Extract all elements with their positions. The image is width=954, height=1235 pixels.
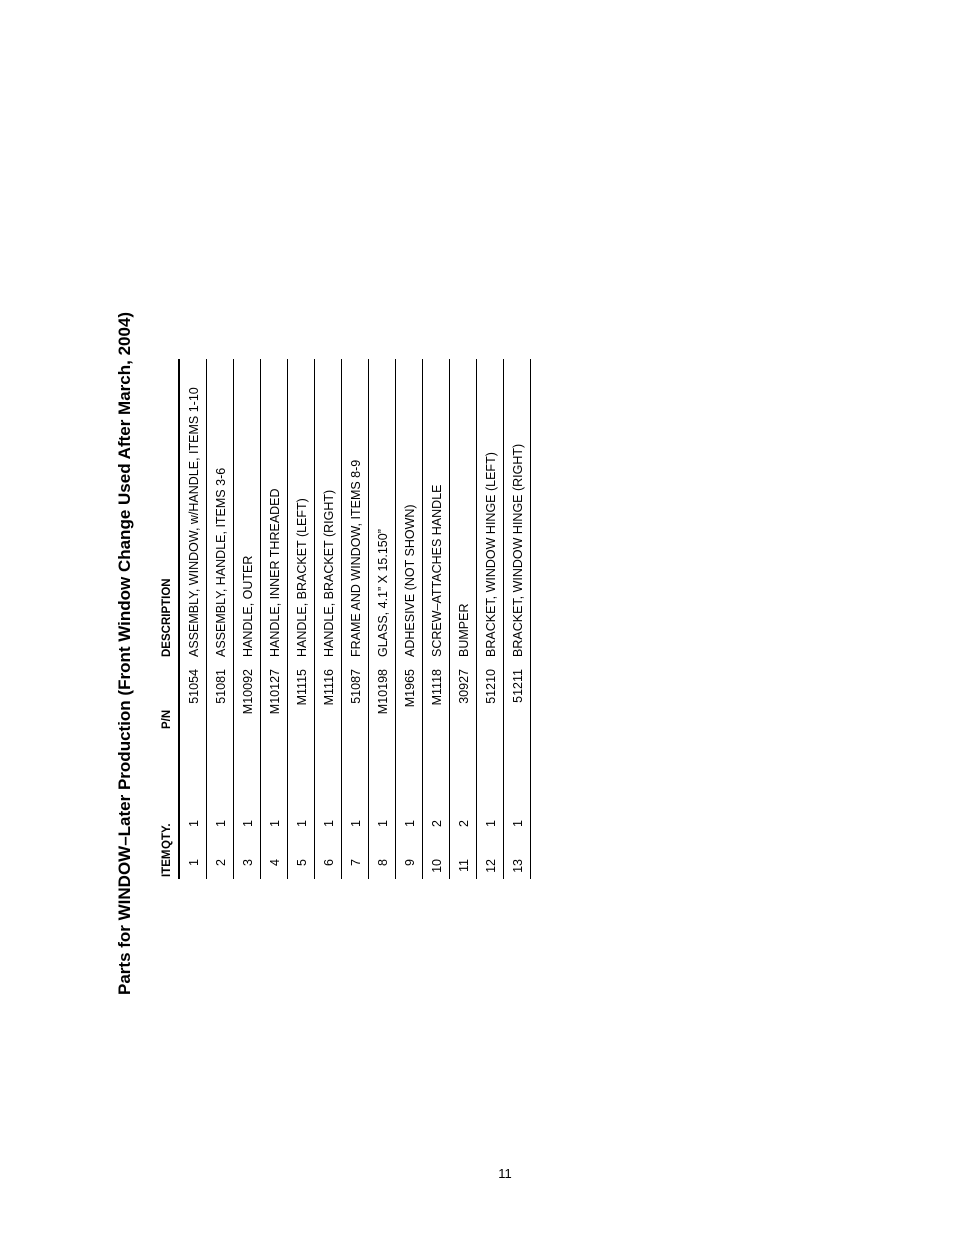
row-description: HANDLE, OUTER [241,555,255,657]
row-qty: 1 [295,820,309,827]
parts-table [150,359,531,879]
row-qty: 2 [457,820,471,827]
row-qty: 1 [322,820,336,827]
row-description: ASSEMBLY, HANDLE, ITEMS 3-6 [214,467,228,657]
row-item: 9 [403,859,417,866]
table-row [396,359,423,879]
header-item: ITEM [161,849,173,877]
row-item: 7 [349,859,363,866]
table-row [423,359,450,879]
row-pn: M10127 [268,669,282,715]
row-qty: 1 [403,820,417,827]
row-pn: M1965 [403,669,417,708]
header-qty: QTY. [161,823,173,849]
row-pn: 51087 [349,669,363,704]
row-item: 5 [295,859,309,866]
row-item: 10 [430,859,444,873]
table-row [450,359,477,879]
row-qty: 1 [349,820,363,827]
row-description: BUMPER [457,603,471,657]
row-qty: 1 [241,820,255,827]
row-description: HANDLE, INNER THREADED [268,488,282,657]
row-description: GLASS, 4.1” X 15.150” [376,529,390,657]
row-qty: 1 [376,820,390,827]
row-qty: 1 [187,820,201,827]
row-pn: 51211 [511,669,525,703]
row-description: HANDLE, BRACKET (RIGHT) [322,489,336,657]
table-row [288,359,315,879]
row-item: 6 [322,859,336,866]
row-description: HANDLE, BRACKET (LEFT) [295,498,309,657]
row-description: BRACKET, WINDOW HINGE (RIGHT) [511,443,525,657]
table-header [150,359,180,879]
row-pn: 51081 [214,669,228,704]
table-row [261,359,288,879]
table-row [180,359,207,879]
row-item: 3 [241,859,255,866]
row-pn: 51054 [187,669,201,704]
row-description: ASSEMBLY, WINDOW, w/HANDLE, ITEMS 1-10 [187,387,201,657]
table-row [477,359,504,879]
table-row [315,359,342,879]
row-pn: M1115 [295,669,309,706]
row-pn: 30927 [457,669,471,704]
page-title: Parts for WINDOW–Later Production (Front Window Change Used After March, 2004) [115,311,134,995]
row-item: 2 [214,859,228,866]
row-pn: M1118 [430,669,444,706]
table-row [504,359,531,879]
table-row [369,359,396,879]
row-item: 11 [457,859,471,872]
page-number: 11 [498,1166,512,1181]
table-row [342,359,369,879]
row-item: 8 [376,859,390,866]
header-description: DESCRIPTION [161,578,173,657]
table-row [207,359,234,879]
row-pn: M10198 [376,669,390,715]
row-description: FRAME AND WINDOW, ITEMS 8-9 [349,459,363,657]
row-pn: M10092 [241,669,255,715]
row-description: ADHESIVE (NOT SHOWN) [403,504,417,657]
row-qty: 2 [430,820,444,827]
row-item: 4 [268,859,282,866]
row-item: 12 [484,859,498,873]
row-pn: M1116 [322,669,336,706]
row-qty: 1 [511,820,525,827]
row-pn: 51210 [484,669,498,704]
row-item: 13 [511,859,525,873]
row-item: 1 [187,859,201,866]
row-qty: 1 [214,820,228,827]
table-row [234,359,261,879]
row-description: SCREW–ATTACHES HANDLE [430,484,444,657]
row-description: BRACKET, WINDOW HINGE (LEFT) [484,452,498,657]
row-qty: 1 [268,820,282,827]
row-qty: 1 [484,820,498,827]
rotated-parts-page [112,235,542,995]
header-pn: P/N [161,709,173,729]
